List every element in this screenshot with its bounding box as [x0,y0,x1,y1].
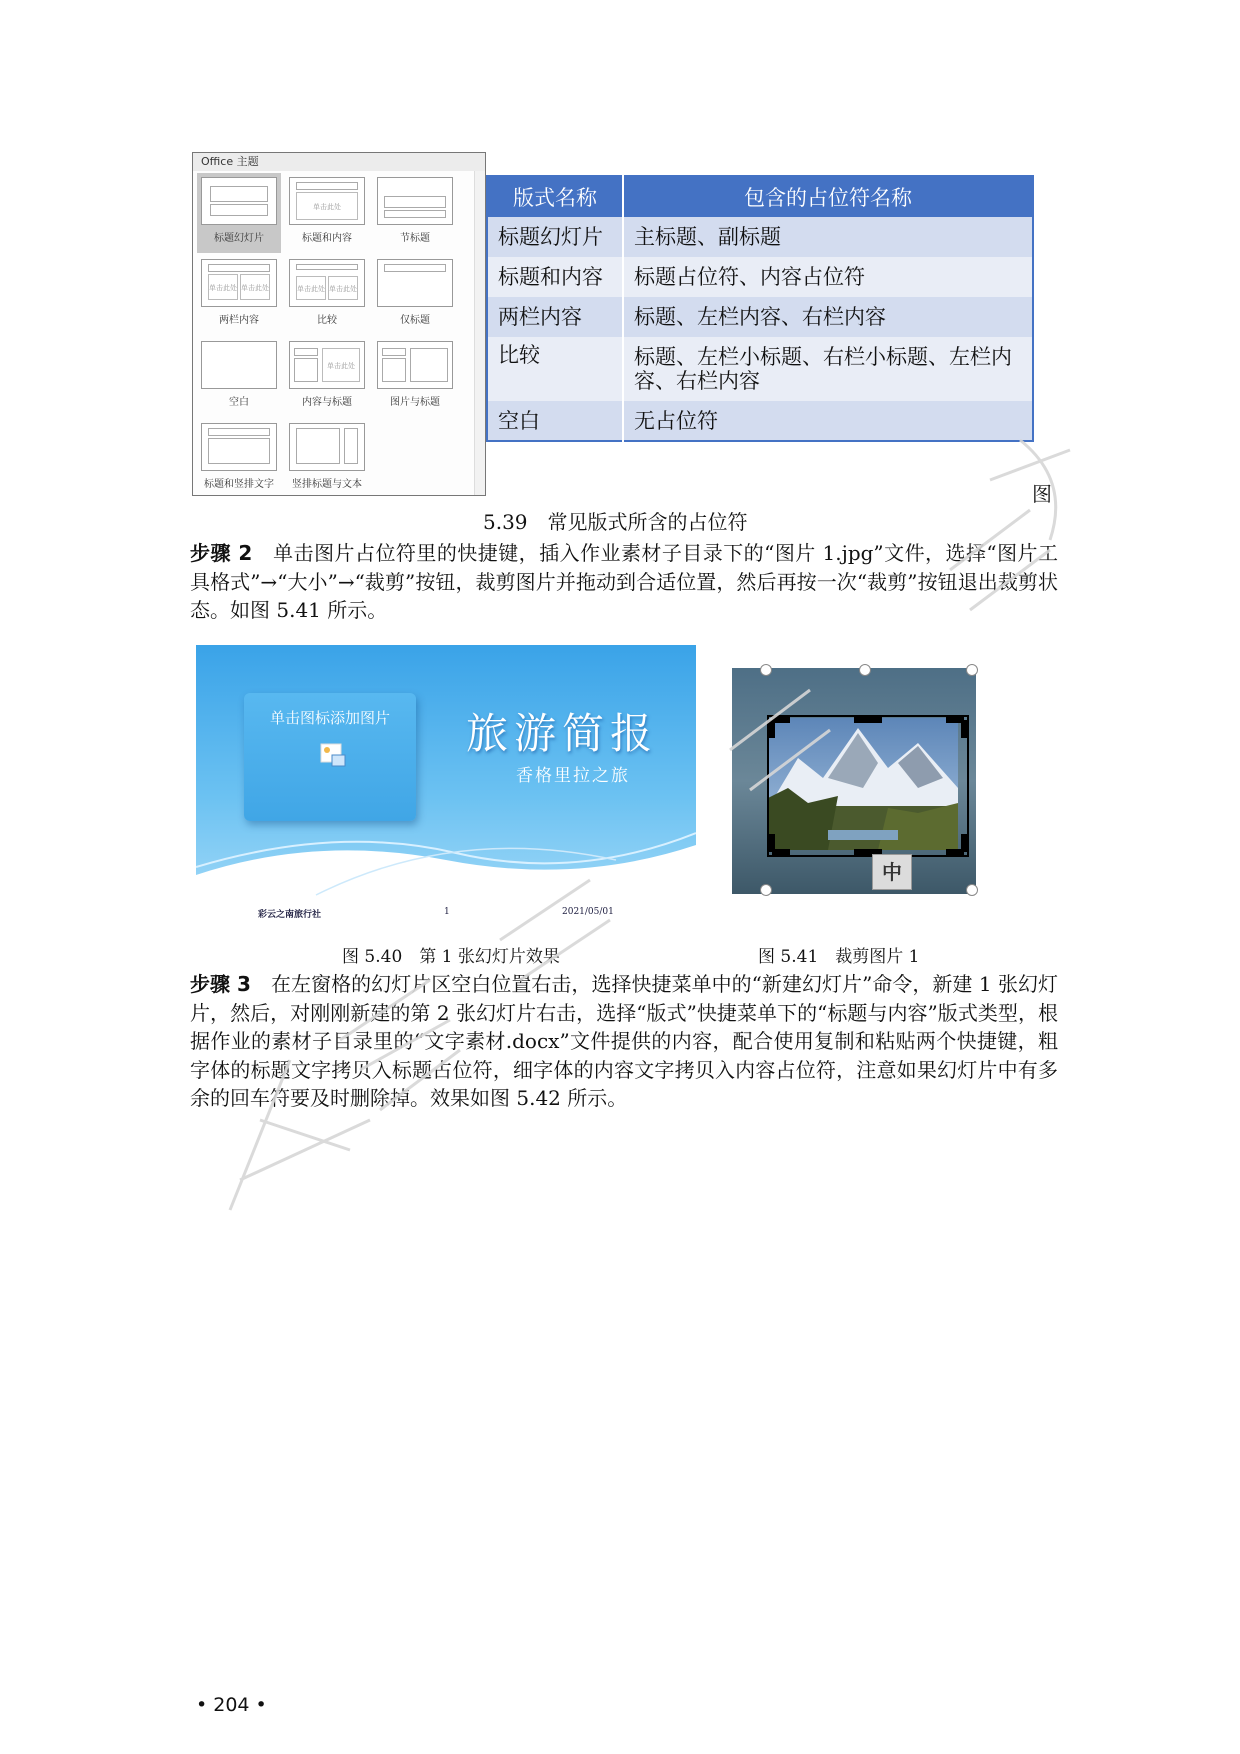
step-paragraph [190,970,1058,1113]
table-row [487,337,1033,401]
figure-caption: 5.39 常见版式所含的占位符 [483,510,748,534]
slide-footer-company: 彩云之南旅行社 [258,910,322,920]
layout-tile-label: 仅标题 [400,315,430,326]
figure-caption: 图 5.40 第 1 张幻灯片效果 [342,947,560,967]
table-header-cell: 版式名称 [487,176,623,217]
layout-thumbnail [201,341,277,389]
center-key-badge: 中 [872,854,912,890]
layout-thumbnail [377,341,453,389]
layout-tile-label: 图片与标题 [390,397,440,408]
layout-tile-title-content [285,173,369,253]
slide-subtitle: 香格里拉之旅 [516,766,630,786]
layout-placeholder-table [486,175,1034,442]
table-cell: 无占位符 [623,401,1033,441]
step-paragraph [190,539,1058,625]
layout-tile-label: 内容与标题 [302,397,352,408]
gallery-scrollbar [474,171,485,495]
picture-placeholder-text: 单击图标添加图片 [269,709,390,727]
layout-tile-content-caption [285,337,369,417]
resize-handle[interactable] [760,884,772,896]
step-text: 单击图片占位符里的快捷键，插入作业素材子目录下的“图片 1.jpg”文件，选择“图片工具格式”→“大小”→“裁剪”按钮，裁剪图片并拖动到合适位置，然后再按一次“裁剪”按钮退出裁剪状态。如图 5.41 所示。 [190,541,1058,622]
layout-tile-label: 标题和内容 [302,233,352,244]
layout-thumbnail [201,177,277,225]
layout-thumbnail: 单击此处 单击此处 [289,259,365,307]
resize-handle[interactable] [966,884,978,896]
gallery-header: Office 主题 [193,153,485,171]
table-cell: 标题、左栏小标题、右栏小标题、左栏内容、右栏内容 [623,337,1033,401]
layout-tile-title-only [373,255,457,335]
slide-footer-number: 1 [444,907,450,917]
layout-tile-picture-caption [373,337,457,417]
layout-thumbnail: 单击此处 [289,341,365,389]
table-cell: 主标题、副标题 [623,217,1033,257]
layout-tile-label: 标题和竖排文字 [204,479,274,490]
layout-thumbnail [377,259,453,307]
table-cell: 两栏内容 [487,297,623,337]
layout-tile-blank [197,337,281,417]
table-row [487,297,1033,337]
table-row [487,401,1033,441]
crop-preview [732,668,976,894]
resize-handle[interactable] [760,664,772,676]
layout-thumbnail [377,177,453,225]
step-label: 步骤 2 [190,541,253,565]
table-row [487,257,1033,297]
layout-thumbnail [201,423,277,471]
table-cell: 标题幻灯片 [487,217,623,257]
table-cell: 空白 [487,401,623,441]
layout-thumbnail: 单击此处 [289,177,365,225]
layout-tile-comparison [285,255,369,335]
resize-handle[interactable] [966,664,978,676]
page-number: • 204 • [196,1694,267,1716]
crop-frame[interactable] [732,668,976,894]
layout-tile-title-slide [197,173,281,253]
resize-handle[interactable] [859,664,871,676]
table-header-row [487,176,1033,217]
layout-thumbnail [289,423,365,471]
layout-thumbnail: 单击此处 单击此处 [201,259,277,307]
layout-tile-label: 两栏内容 [219,315,259,326]
figure-caption-prefix: 图 [1032,482,1052,506]
table-cell: 标题、左栏内容、右栏内容 [623,297,1033,337]
slide-footer-date: 2021/05/01 [562,907,614,917]
layout-tile-label: 空白 [229,397,249,408]
layout-gallery-screenshot [192,152,486,496]
table-cell: 标题和内容 [487,257,623,297]
layout-tile-label: 比较 [317,315,337,326]
insert-picture-icon[interactable] [320,743,346,767]
layout-tile-label: 竖排标题与文本 [292,479,362,490]
layout-tile-label: 节标题 [400,233,430,244]
picture-placeholder[interactable] [244,693,416,821]
layout-tile-label: 标题幻灯片 [214,233,264,244]
layout-tile-title-vertical-text [197,419,281,499]
table-row [487,217,1033,257]
step-label: 步骤 3 [190,972,251,996]
table-header-cell: 包含的占位符名称 [623,176,1033,217]
layout-tile-two-content [197,255,281,335]
slide-preview [196,645,696,923]
table-cell: 比较 [487,337,623,401]
figure-caption: 图 5.41 裁剪图片 1 [758,947,920,967]
step-text: 在左窗格的幻灯片区空白位置右击，选择快捷菜单中的“新建幻灯片”命令，新建 1 张幻灯片，然后，对刚刚新建的第 2 张幻灯片右击，选择“版式”快捷菜单下的“标题与内容”版式类型，根据作业的素材子目录里的“文字素材.docx”文件提供的内容，配合使用复制和粘贴两个快捷键，粗字体的标题文字拷贝入标题占位符，细字体的内容文字拷贝入内容占位符，注意如果幻灯片中有多余的回车符要及时删除掉。效果如图 5.42 所示。 [190,972,1059,1110]
layout-tile-vertical-title-text [285,419,369,499]
slide-title: 旅游简报 [466,709,659,758]
layout-tile-section-header [373,173,457,253]
table-cell: 标题占位符、内容占位符 [623,257,1033,297]
